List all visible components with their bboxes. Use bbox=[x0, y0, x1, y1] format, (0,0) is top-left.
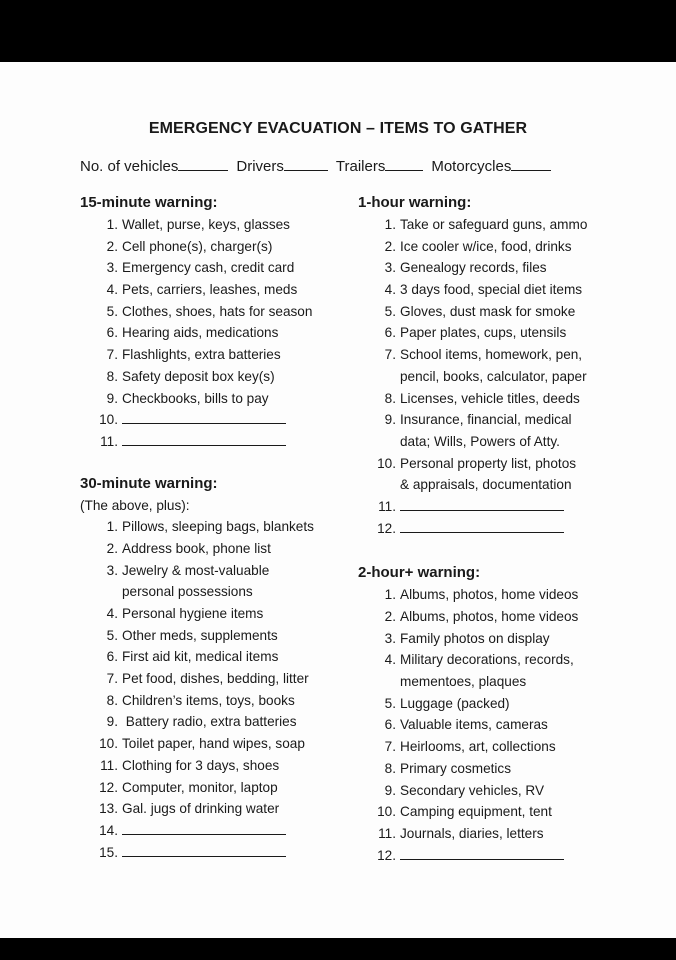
item-number: 8. bbox=[106, 692, 118, 708]
item-text: Valuable items, cameras bbox=[400, 717, 548, 733]
list-item bbox=[80, 409, 350, 431]
list-item bbox=[358, 780, 658, 802]
list-item bbox=[358, 628, 658, 650]
list-item-continuation: mementoes, plaques bbox=[400, 674, 527, 690]
list-item bbox=[358, 322, 658, 344]
list-item bbox=[358, 409, 658, 431]
item-text: Gal. jugs of drinking water bbox=[122, 801, 280, 817]
item-number: 4. bbox=[384, 652, 396, 668]
item-text: Heirlooms, art, collections bbox=[400, 739, 556, 755]
item-number: 10. bbox=[99, 412, 118, 428]
fill-in-blank-line bbox=[122, 433, 286, 446]
item-text: Address book, phone list bbox=[122, 540, 271, 556]
item-text: Clothes, shoes, hats for season bbox=[122, 303, 313, 319]
item-text: Flashlights, extra batteries bbox=[122, 347, 281, 363]
item-text: Journals, diaries, letters bbox=[400, 825, 544, 841]
list-item bbox=[358, 388, 658, 410]
item-text: Gloves, dust mask for smoke bbox=[400, 303, 576, 319]
item-text: Pets, carriers, leashes, meds bbox=[122, 282, 298, 298]
motorcycles-label: Motorcycles bbox=[431, 158, 512, 175]
list-item bbox=[358, 518, 658, 540]
item-number: 1. bbox=[384, 217, 396, 232]
left-column bbox=[80, 192, 350, 863]
list-item bbox=[358, 606, 658, 628]
list-item bbox=[358, 453, 658, 475]
item-number: 7. bbox=[106, 347, 118, 363]
item-number: 7. bbox=[384, 739, 396, 755]
item-number: 5. bbox=[106, 303, 118, 319]
item-number: 11. bbox=[378, 498, 396, 514]
item-text: Hearing aids, medications bbox=[122, 325, 279, 341]
list-item bbox=[80, 366, 350, 388]
item-text: Clothing for 3 days, shoes bbox=[122, 757, 280, 773]
trailers-blank bbox=[385, 158, 423, 171]
list-item bbox=[358, 693, 658, 715]
list-item bbox=[80, 690, 350, 712]
list-item bbox=[358, 801, 658, 823]
item-text: Family photos on display bbox=[400, 630, 550, 646]
item-number: 12. bbox=[377, 847, 396, 863]
item-number: 3. bbox=[106, 260, 118, 276]
item-text: Insurance, financial, medical bbox=[400, 412, 572, 428]
section-heading-2-hour: 2-hour+ warning: bbox=[358, 564, 481, 582]
fill-in-blank-line bbox=[122, 844, 286, 857]
vehicles-label: No. of vehicles bbox=[80, 158, 179, 175]
fill-in-blank-line bbox=[122, 822, 286, 835]
item-text: Military decorations, records, bbox=[400, 652, 574, 668]
item-number: 15. bbox=[99, 844, 118, 860]
item-text: Camping equipment, tent bbox=[400, 804, 552, 820]
list-item bbox=[80, 798, 350, 820]
item-number: 3. bbox=[106, 562, 118, 578]
item-number: 9. bbox=[106, 390, 118, 406]
item-number: 1. bbox=[106, 217, 118, 232]
list-item bbox=[358, 214, 658, 236]
document-title: EMERGENCY EVACUATION – ITEMS TO GATHER bbox=[148, 120, 528, 137]
drivers-blank bbox=[284, 158, 328, 171]
item-text: Other meds, supplements bbox=[122, 627, 278, 643]
item-text: Safety deposit box key(s) bbox=[122, 368, 275, 384]
list-item bbox=[358, 845, 658, 867]
list-15-minute bbox=[80, 214, 350, 453]
item-number: 5. bbox=[384, 303, 396, 319]
vehicles-blank bbox=[178, 158, 228, 171]
list-item bbox=[80, 625, 350, 647]
list-item bbox=[80, 668, 350, 690]
item-number: 7. bbox=[384, 347, 396, 363]
fill-in-blank-line bbox=[122, 411, 286, 424]
list-item bbox=[358, 714, 658, 736]
item-number: 12. bbox=[377, 520, 396, 536]
list-item bbox=[80, 538, 350, 560]
item-text: Toilet paper, hand wipes, soap bbox=[122, 736, 305, 752]
item-text: Children’s items, toys, books bbox=[122, 692, 295, 708]
item-text: Battery radio, extra batteries bbox=[122, 714, 297, 730]
list-item bbox=[358, 649, 658, 671]
item-number: 2. bbox=[106, 238, 118, 254]
item-text: Checkbooks, bills to pay bbox=[122, 390, 269, 406]
section-heading-15-minute: 15-minute warning: bbox=[80, 194, 218, 211]
list-item bbox=[80, 279, 350, 301]
item-number: 6. bbox=[106, 325, 118, 341]
item-number: 4. bbox=[106, 282, 118, 298]
item-number: 1. bbox=[384, 587, 396, 603]
item-text: School items, homework, pen, bbox=[400, 347, 583, 363]
list-item bbox=[358, 736, 658, 758]
item-number: 11. bbox=[100, 433, 118, 449]
list-item-continuation: & appraisals, documentation bbox=[400, 477, 572, 493]
list-item-continuation: data; Wills, Powers of Atty. bbox=[400, 433, 560, 449]
list-item bbox=[80, 431, 350, 453]
item-text: Genealogy records, files bbox=[400, 260, 547, 276]
drivers-label: Drivers bbox=[236, 158, 284, 175]
item-number: 10. bbox=[99, 736, 118, 752]
item-text: 3 days food, special diet items bbox=[400, 282, 583, 298]
list-item bbox=[80, 560, 350, 582]
item-number: 10. bbox=[377, 455, 396, 471]
fill-in-blank-line bbox=[400, 847, 564, 860]
list-item bbox=[358, 758, 658, 780]
item-number: 10. bbox=[377, 804, 396, 820]
right-column bbox=[358, 192, 658, 866]
item-number: 12. bbox=[99, 779, 118, 795]
list-item-continuation: personal possessions bbox=[122, 584, 253, 600]
list-item bbox=[80, 344, 350, 366]
list-item bbox=[358, 257, 658, 279]
list-item bbox=[80, 646, 350, 668]
item-number: 3. bbox=[384, 260, 396, 276]
section-heading-30-minute: 30-minute warning: bbox=[80, 474, 218, 492]
item-text: Cell phone(s), charger(s) bbox=[122, 238, 273, 254]
item-text: Wallet, purse, keys, glasses bbox=[122, 217, 290, 232]
list-item bbox=[80, 711, 350, 733]
list-item bbox=[358, 823, 658, 845]
list-item bbox=[80, 755, 350, 777]
item-text: Take or safeguard guns, ammo bbox=[400, 217, 588, 232]
item-text: First aid kit, medical items bbox=[122, 649, 279, 665]
item-number: 6. bbox=[384, 717, 396, 733]
item-text: Jewelry & most-valuable bbox=[122, 562, 270, 578]
list-item bbox=[358, 279, 658, 301]
list-item bbox=[80, 603, 350, 625]
list-item bbox=[80, 236, 350, 258]
list-item bbox=[80, 301, 350, 323]
list-item bbox=[80, 257, 350, 279]
item-number: 6. bbox=[384, 325, 396, 341]
vehicle-count-line bbox=[80, 158, 600, 175]
item-number: 8. bbox=[106, 368, 118, 384]
list-item bbox=[80, 388, 350, 410]
list-item bbox=[80, 777, 350, 799]
item-text: Secondary vehicles, RV bbox=[400, 782, 545, 798]
list-item bbox=[80, 516, 350, 538]
item-text: Albums, photos, home videos bbox=[400, 587, 579, 603]
item-text: Personal hygiene items bbox=[122, 606, 264, 621]
item-number: 8. bbox=[384, 390, 396, 406]
item-number: 9. bbox=[384, 412, 396, 428]
list-item bbox=[80, 733, 350, 755]
item-number: 4. bbox=[106, 606, 118, 621]
fill-in-blank-line bbox=[400, 520, 564, 533]
item-number: 5. bbox=[106, 627, 118, 643]
list-item bbox=[358, 236, 658, 258]
item-text: Emergency cash, credit card bbox=[122, 260, 295, 276]
item-number: 9. bbox=[106, 714, 118, 730]
item-number: 6. bbox=[106, 649, 118, 665]
item-number: 2. bbox=[106, 540, 118, 556]
list-item bbox=[80, 322, 350, 344]
list-item-continuation: pencil, books, calculator, paper bbox=[400, 368, 587, 384]
list-item bbox=[358, 344, 658, 366]
item-text: Albums, photos, home videos bbox=[400, 609, 579, 624]
item-number: 4. bbox=[384, 282, 396, 298]
list-item bbox=[358, 584, 658, 606]
item-text: Primary cosmetics bbox=[400, 760, 512, 776]
section-note-30-minute: (The above, plus): bbox=[80, 497, 190, 513]
item-number: 11. bbox=[378, 825, 396, 841]
item-number: 1. bbox=[106, 519, 118, 535]
item-text: Licenses, vehicle titles, deeds bbox=[400, 390, 580, 406]
item-text: Computer, monitor, laptop bbox=[122, 779, 278, 795]
list-item bbox=[358, 301, 658, 323]
item-number: 9. bbox=[384, 782, 396, 798]
item-number: 11. bbox=[100, 757, 118, 773]
item-number: 3. bbox=[384, 630, 396, 646]
item-text: Personal property list, photos bbox=[400, 455, 577, 471]
section-heading-1-hour: 1-hour warning: bbox=[358, 194, 472, 211]
item-number: 7. bbox=[106, 671, 118, 687]
trailers-label: Trailers bbox=[335, 158, 386, 175]
list-item bbox=[358, 496, 658, 518]
item-number: 8. bbox=[384, 760, 396, 776]
list-item bbox=[80, 820, 350, 842]
item-text: Pet food, dishes, bedding, litter bbox=[122, 671, 309, 687]
item-text: Ice cooler w/ice, food, drinks bbox=[400, 238, 572, 254]
item-number: 5. bbox=[384, 695, 396, 711]
item-text: Paper plates, cups, utensils bbox=[400, 325, 567, 341]
item-number: 2. bbox=[384, 609, 396, 624]
item-number: 14. bbox=[99, 822, 118, 838]
item-text: Pillows, sleeping bags, blankets bbox=[122, 519, 314, 535]
list-item bbox=[80, 842, 350, 864]
list-item bbox=[80, 214, 350, 236]
item-text: Luggage (packed) bbox=[400, 695, 510, 711]
motorcycles-blank bbox=[511, 158, 551, 171]
fill-in-blank-line bbox=[400, 498, 564, 511]
document-page bbox=[0, 62, 676, 938]
list-30-minute bbox=[80, 516, 350, 863]
list-2-hour bbox=[358, 584, 658, 866]
item-number: 2. bbox=[384, 238, 396, 254]
item-number: 13. bbox=[99, 801, 118, 817]
list-1-hour bbox=[358, 214, 658, 539]
